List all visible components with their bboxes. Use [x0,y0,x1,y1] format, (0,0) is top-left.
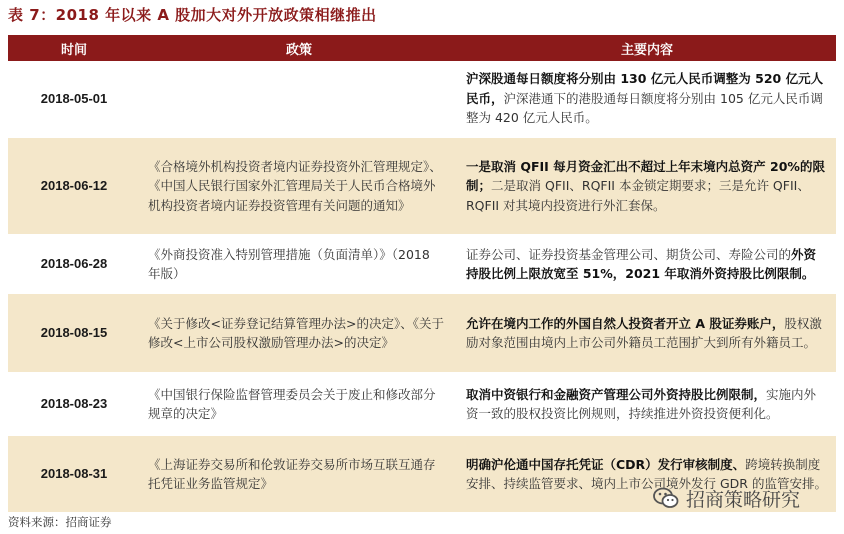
table-row [8,373,836,435]
table-header-row [8,35,836,61]
row-date: 2018-06-12 [8,137,140,235]
content-bold: 取消中资银行和金融资产管理公司外资持股比例限制， [466,386,767,402]
wechat-icon [652,484,680,512]
row-content [458,61,836,137]
row-date: 2018-08-23 [8,373,140,435]
content-normal: 二是取消 QFII、RQFII 本金锁定期要求；三是允许 QFII、RQFII 对其境内投资进行外汇套保。 [466,178,810,213]
row-policy: 《合格境外机构投资者境内证券投资外汇管理规定》、《中国人民银行国家外汇管理局关于人民币合格境外机构投资者境内证券投资管理有关问题的通知》 [140,137,458,235]
row-date: 2018-06-28 [8,235,140,293]
watermark [652,484,800,512]
content-bold: 一是取消 QFII 每月资金汇出不超过上年末境内总资产 20%的限制； [466,158,825,194]
header-date: 时间 [8,35,140,61]
content-normal: 实施内外资一致的股权投资比例规则，持续推进外资投资便利化。 [466,386,817,421]
content-bold: 明确沪伦通中国存托凭证（CDR）发行审核制度、 [466,456,746,472]
watermark-text: 招商策略研究 [686,488,801,511]
header-content: 主要内容 [458,35,836,61]
row-policy: 《关于修改<证券登记结算管理办法>的决定》、《关于修改<上市公司股权激励管理办法>的决定》 [140,293,458,373]
content-normal: 沪深港通下的港股通每日额度将分别由 105 亿元人民币调整为 420 亿元人民币。 [466,90,823,126]
table-row [8,293,836,373]
source-note: 资料来源：招商证券 [8,515,112,529]
row-policy: 《中国银行保险监督管理委员会关于废止和修改部分规章的决定》 [140,373,458,435]
content-bold: 外资持股比例上限放宽至 51%，2021 年取消外资持股比例限制。 [466,246,817,281]
table-row [8,137,836,235]
row-content [458,293,836,373]
row-policy: 《外商投资准入特别管理措施（负面清单）》（2018 年版） [140,235,458,293]
row-content [458,137,836,235]
content-bold: 允许在境内工作的外国自然人投资者开立 A 股证券账户， [466,315,785,331]
row-content [458,235,836,293]
row-date: 2018-08-31 [8,435,140,513]
row-policy [140,61,458,137]
content-normal: 证券公司、证券投资基金管理公司、期货公司、寿险公司的 [466,246,792,262]
content-bold: 沪深股通每日额度将分别由 130 亿元人民币调整为 520 亿元人民币， [466,71,824,106]
table-title: 表 7：2018 年以来 A 股加大对外开放政策相继推出 [8,6,377,24]
row-policy: 《上海证券交易所和伦敦证券交易所市场互联互通存托凭证业务监管规定》 [140,435,458,513]
table-row [8,61,836,137]
content-normal: 跨境转换制度安排、持续监管要求、境内上市公司境外发行 GDR 的监管安排。 [466,456,827,491]
row-date: 2018-05-01 [8,61,140,137]
content-normal: 股权激励对象范围由境内上市公司外籍员工范围扩大到所有外籍员工。 [466,315,822,350]
row-date: 2018-08-15 [8,293,140,373]
policy-table [8,35,836,514]
table-row [8,235,836,293]
row-content [458,373,836,435]
header-policy: 政策 [140,35,458,61]
